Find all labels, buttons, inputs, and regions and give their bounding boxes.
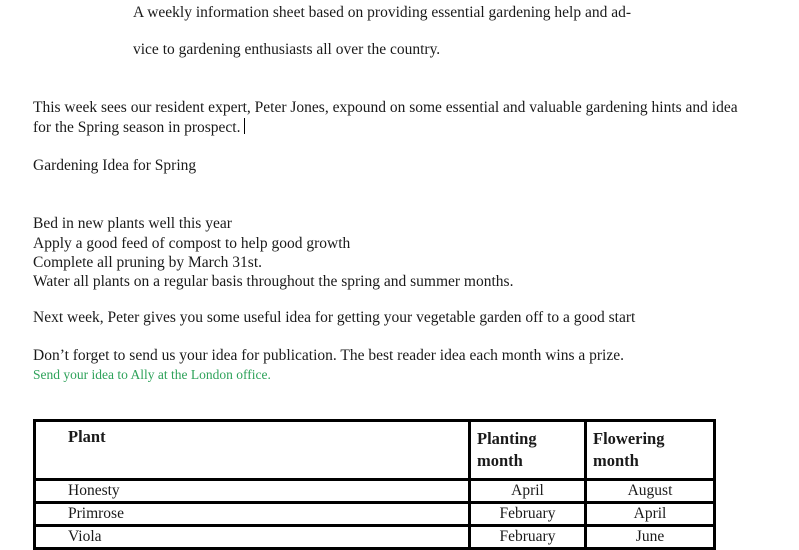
tip-item: Water all plants on a regular basis throughout the spring and summer months.: [33, 273, 514, 290]
send-note: Send your idea to Ally at the London office.: [33, 367, 271, 382]
table-row: [35, 526, 715, 549]
tip-item: Bed in new plants well this year: [33, 215, 232, 232]
header-flowering-month: [586, 421, 715, 480]
intro-paragraph-line-1: This week sees our resident expert, Peter Jones, expound on some essential and valuable gardening hints and idea: [33, 99, 738, 116]
header-planting-month-label: Planting month: [477, 429, 537, 470]
cell-flowering: June: [586, 526, 715, 549]
reminder-paragraph: Don’t forget to send us your idea for publication. The best reader idea each month wins a prize.: [33, 347, 624, 364]
table-header-row: [35, 421, 715, 480]
cell-flowering: August: [586, 480, 715, 503]
tip-item: Complete all pruning by March 31st.: [33, 254, 263, 271]
cell-plant-text: Viola: [68, 528, 102, 545]
next-week-paragraph: Next week, Peter gives you some useful idea for getting your vegetable garden off to a good start: [33, 309, 636, 326]
intro-paragraph-line-2-text: for the Spring season in prospect.: [33, 119, 241, 136]
intro-line-2: vice to gardening enthusiasts all over the country.: [133, 41, 441, 58]
tips-list: [33, 214, 513, 292]
header-flowering-month-label: Flowering month: [593, 429, 665, 470]
cell-planting: April: [470, 480, 586, 503]
cell-planting: February: [470, 526, 586, 549]
cell-planting: February: [470, 503, 586, 526]
intro-line-1: A weekly information sheet based on providing essential gardening help and ad-: [133, 4, 632, 21]
intro-paragraph[interactable]: [33, 98, 738, 138]
text-cursor: [244, 118, 245, 134]
cell-plant-text: Primrose: [68, 505, 124, 522]
table-row: [35, 503, 715, 526]
intro-paragraph-line-2: [33, 118, 738, 138]
table-row: [35, 480, 715, 503]
cell-plant: [35, 526, 470, 549]
plant-table: [33, 419, 716, 550]
cell-plant: [35, 503, 470, 526]
header-plant-label: Plant: [68, 427, 106, 446]
cell-plant-text: Honesty: [68, 482, 120, 499]
tip-item: Apply a good feed of compost to help good growth: [33, 235, 351, 252]
header-planting-month: [470, 421, 586, 480]
cell-plant: [35, 480, 470, 503]
header-plant: [35, 421, 470, 480]
section-heading: Gardening Idea for Spring: [33, 157, 197, 174]
cell-flowering: April: [586, 503, 715, 526]
